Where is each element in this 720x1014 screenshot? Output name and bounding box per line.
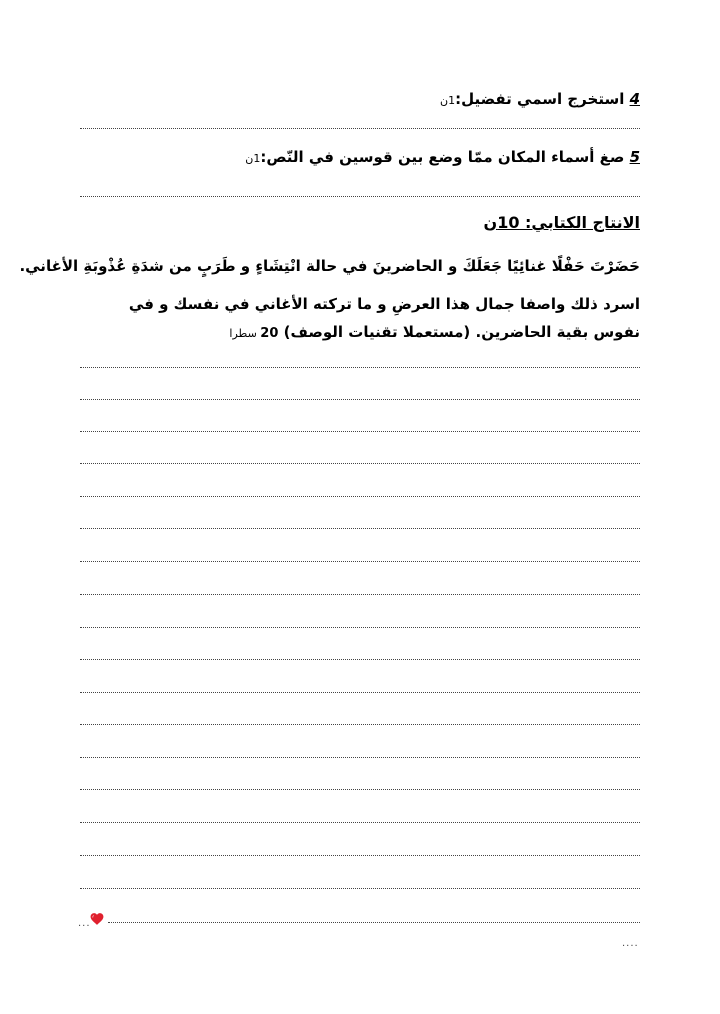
question-points: 1ن: [440, 94, 456, 107]
prompt-line-2: [115, 290, 640, 348]
question-5: [245, 148, 640, 166]
line-count-number: 20: [260, 326, 279, 341]
writing-line: [80, 888, 640, 889]
heart-icon: [90, 912, 104, 926]
writing-line: [80, 789, 640, 790]
writing-line: [108, 922, 640, 923]
writing-line: [80, 822, 640, 823]
writing-line: [80, 594, 640, 595]
answer-line: [80, 196, 640, 197]
writing-line: [80, 855, 640, 856]
question-number: 5: [629, 148, 640, 166]
writing-line: [80, 399, 640, 400]
line-count: [229, 327, 278, 340]
prompt-text: اسرد ذلك واصفا جمال هذا العرضِ و ما تركته الأغاني في نفسك و في نفوس بقية الحاضرين. (مستعملا تقنيات الوصف): [128, 295, 640, 341]
tail-dots: ...: [78, 918, 91, 929]
question-text: استخرج اسمي تفضيل:: [455, 90, 630, 108]
writing-line: [80, 561, 640, 562]
writing-line: [80, 757, 640, 758]
writing-line: [80, 659, 640, 660]
prompt-line-1: حَضَرْتَ حَفْلًا غنائِيًا جَعَلَكَ و الحاضرينَ في حالة انْتِشَاءٍ و طَرَبٍ من شدَةِ عُذْوبَةِ الأغاني.: [19, 257, 640, 275]
question-4: [440, 90, 640, 108]
question-number: 4: [629, 90, 640, 108]
section-title: الانتاج الكتابي: 10ن: [483, 213, 640, 232]
writing-line: [80, 528, 640, 529]
writing-line: [80, 496, 640, 497]
writing-line: [80, 367, 640, 368]
line-count-unit: سطرا: [229, 327, 257, 340]
end-dots: ....: [622, 938, 639, 949]
question-text: صغ أسماء المكان ممّا وضع بين قوسين في النّص:: [260, 148, 630, 166]
writing-line: [80, 724, 640, 725]
writing-line: [80, 692, 640, 693]
writing-line: [80, 627, 640, 628]
writing-line: [80, 431, 640, 432]
answer-line: [80, 128, 640, 129]
question-points: 1ن: [245, 152, 261, 165]
writing-line: [80, 463, 640, 464]
